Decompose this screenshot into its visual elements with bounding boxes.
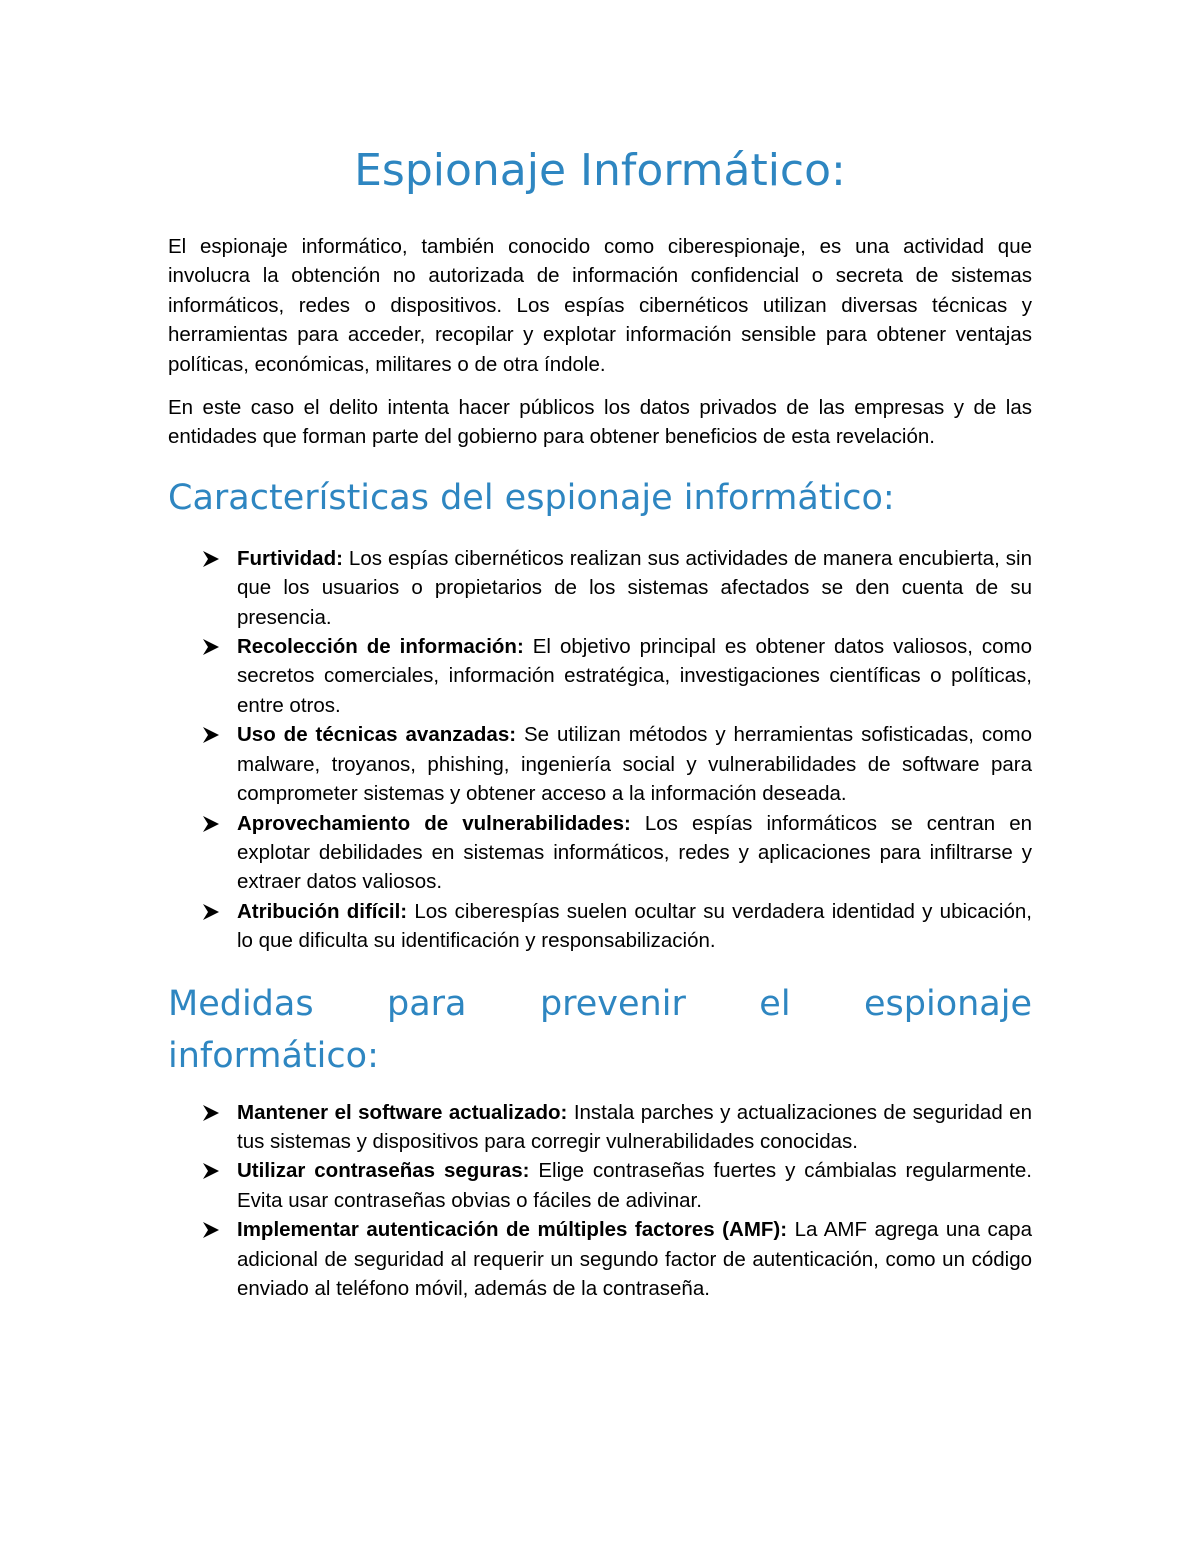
item-term: Utilizar contraseñas seguras: [237,1159,530,1183]
list-item [168,544,1032,632]
item-text: Los espías informáticos se centran en explotar debilidades en sistemas informáticos, redes y aplicaciones para infiltrarse y extraer datos valiosos. [237,811,1032,894]
document-page [168,130,1032,1313]
item-term: Atribución difícil: [237,899,408,923]
list-item [168,720,1032,808]
intro-paragraph-1: El espionaje informático, también conocido como ciberespionaje, es una actividad que involucra la obtención no autorizada de información confidencial o secreta de sistemas informáticos, redes o dispositivos. Los espías cibernéticos utilizan diversas técnicas y herramientas para acceder, recopilar y explotar información sensible para obtener ventajas políticas, económicas, militares o de otra índole. [168,235,1032,376]
prevention-heading [168,978,1032,1082]
item-term: Uso de técnicas avanzadas: [237,723,517,747]
characteristics-list [168,544,1032,956]
item-term: Recolección de información: [237,635,524,659]
document-title: Espionaje Informático: [354,145,846,196]
item-term: Mantener el software actualizado: [237,1100,568,1124]
item-term: Aprovechamiento de vulnerabilidades: [237,811,631,835]
item-text: Instala parches y actualizaciones de seguridad en tus sistemas y dispositivos para corregir vulnerabilidades conocidas. [237,1100,1032,1153]
arrow-bullet-icon [201,902,221,922]
arrow-bullet-icon [201,1103,221,1123]
prevention-heading-line-1: Medidas para prevenir el espionaje [168,983,1032,1024]
item-text: La AMF agrega una capa adicional de seguridad al requerir un segundo factor de autenticación, como un código enviado al teléfono móvil, además de la contraseña. [237,1218,1032,1300]
item-term: Furtividad: [237,546,343,570]
arrow-bullet-icon [201,1220,221,1240]
item-text: Los espías cibernéticos realizan sus actividades de manera encubierta, sin que los usuarios o propietarios de los sistemas afectados se den cuenta de su presencia. [237,546,1032,629]
item-text: Se utilizan métodos y herramientas sofisticadas, como malware, troyanos, phishing, ingeniería social y vulnerabilidades de software para comprometer sistemas y obtener acceso a la información deseada. [237,723,1032,806]
item-text: El objetivo principal es obtener datos valiosos, como secretos comerciales, información estratégica, investigaciones científicas o políticas, entre otros. [237,635,1032,717]
arrow-bullet-icon [201,725,221,745]
list-item [168,632,1032,720]
list-item [168,1215,1032,1303]
prevention-heading-line-2: informático: [168,1035,379,1076]
item-term: Implementar autenticación de múltiples factores (AMF): [237,1218,788,1242]
arrow-bullet-icon [201,814,221,834]
list-item [168,809,1032,897]
arrow-bullet-icon [201,549,221,569]
item-text: Elige contraseñas fuertes y cámbialas regularmente. Evita usar contraseñas obvias o fáciles de adivinar. [237,1159,1032,1212]
arrow-bullet-icon [201,1161,221,1181]
prevention-list [168,1098,1032,1304]
arrow-bullet-icon [201,637,221,657]
list-item [168,897,1032,956]
characteristics-heading: Características del espionaje informático: [168,477,895,518]
item-text: Los ciberespías suelen ocultar su verdadera identidad y ubicación, lo que dificulta su identificación y responsabilización. [237,899,1032,953]
intro-paragraph-2: En este caso el delito intenta hacer públicos los datos privados de las empresas y de las entidades que forman parte del gobierno para obtener beneficios de esta revelación. [168,396,1032,449]
list-item [168,1156,1032,1215]
list-item [168,1098,1032,1157]
